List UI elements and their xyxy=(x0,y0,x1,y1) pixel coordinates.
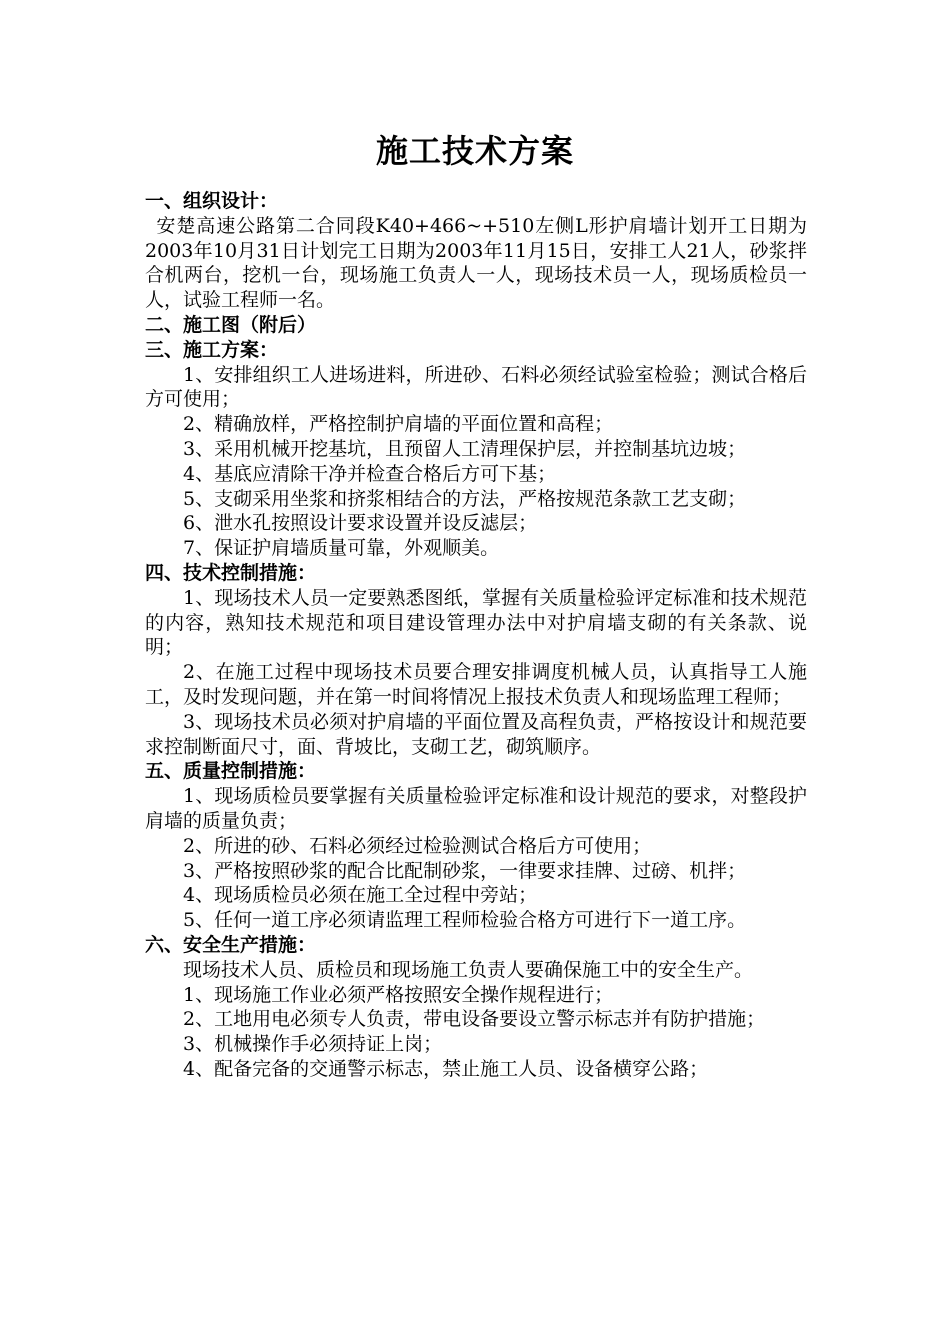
list-item: 1、安排组织工人进场进料，所进砂、石料必须经试验室检验；测试合格后方可使用； xyxy=(145,363,807,411)
paragraph-organization: 安楚高速公路第二合同段K40+466~+510左侧L形护肩墙计划开工日期为2003年10月31日计划完工日期为2003年11月15日，安排工人21人，砂浆拌合机两台，挖机一台，现场施工负责人一人，现场技术员一人，现场质检员一人，试验工程师一名。 xyxy=(145,214,807,312)
list-item: 4、基底应清除干净并检查合格后方可下基； xyxy=(183,462,557,485)
list-item: 2、在施工过程中现场技术员要合理安排调度机械人员，认真指导工人施工，及时发现问题，并在第一时间将情况上报技术负责人和现场监理工程师； xyxy=(145,661,807,708)
list-item: 2、精确放样，严格控制护肩墙的平面位置和高程； xyxy=(183,413,614,436)
list-item: 3、机械操作手必须持证上岗； xyxy=(183,1033,443,1056)
list-item: 1、现场施工作业必须严格按照安全操作规程进行； xyxy=(183,983,614,1006)
section-heading-technical-control: 四、技术控制措施： xyxy=(145,561,317,584)
document-title: 施工技术方案 xyxy=(375,132,574,170)
section-heading-safety: 六、安全生产措施： xyxy=(145,933,317,956)
list-item: 3、现场技术员必须对护肩墙的平面位置及高程负责，严格按设计和规范要求控制断面尺寸，面、背坡比，支砌工艺，砌筑顺序。 xyxy=(145,710,807,758)
section-heading-organization: 一、组织设计： xyxy=(145,190,279,212)
list-item: 5、支砌采用坐浆和挤浆相结合的方法，严格按规范条款工艺支砌； xyxy=(183,487,747,510)
document-body xyxy=(145,189,807,1082)
list-item: 5、任何一道工序必须请监理工程师检验合格方可进行下一道工序。 xyxy=(183,909,747,932)
section-heading-plan: 三、施工方案： xyxy=(145,338,279,361)
list-item: 1、现场技术人员一定要熟悉图纸，掌握有关质量检验评定标准和技术规范的内容，熟知技术规范和项目建设管理办法中对护肩墙支砌的有关条款、说明； xyxy=(145,586,807,659)
list-item: 4、现场质检员必须在施工全过程中旁站； xyxy=(183,884,538,907)
list-item: 1、现场质检员要掌握有关质量检验评定标准和设计规范的要求，对整段护肩墙的质量负责； xyxy=(145,785,807,832)
paragraph-safety-intro: 现场技术人员、质检员和现场施工负责人要确保施工中的安全生产。 xyxy=(183,958,754,981)
list-item: 2、工地用电必须专人负责，带电设备要设立警示标志并有防护措施； xyxy=(183,1008,766,1031)
section-heading-quality-control: 五、质量控制措施： xyxy=(145,760,317,783)
list-item: 4、配备完备的交通警示标志，禁止施工人员、设备横穿公路； xyxy=(183,1057,709,1080)
section-heading-drawings: 二、施工图（附后） xyxy=(145,313,317,336)
list-item: 7、保证护肩墙质量可靠，外观顺美。 xyxy=(183,537,500,560)
list-item: 6、泄水孔按照设计要求设置并设反滤层； xyxy=(183,512,538,535)
list-item: 2、所进的砂、石料必须经过检验测试合格后方可使用； xyxy=(183,834,652,857)
list-item: 3、采用机械开挖基坑，且预留人工清理保护层，并控制基坑边坡； xyxy=(183,437,747,460)
list-item: 3、严格按照砂浆的配合比配制砂浆，一律要求挂牌、过磅、机拌； xyxy=(183,859,747,882)
